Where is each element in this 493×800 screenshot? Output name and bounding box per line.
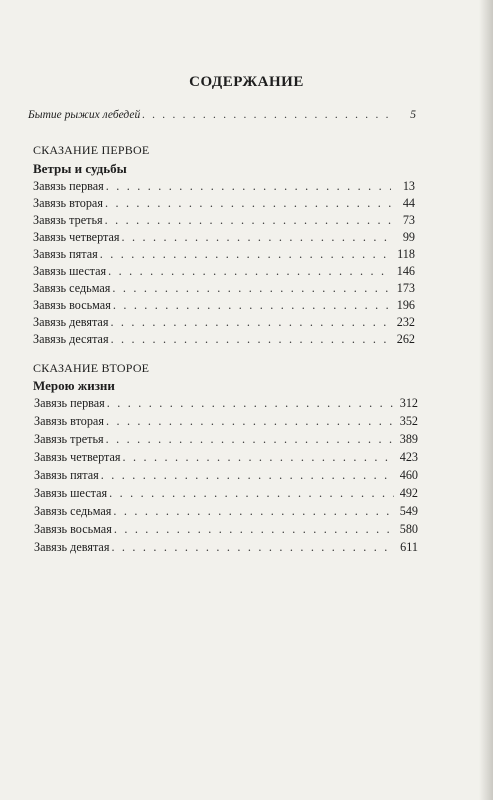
toc-entry-label: Завязь четвертая [34,450,121,464]
toc-entry-page: 352 [399,414,418,428]
toc-entry-label: Завязь десятая [33,332,109,346]
toc-entry [34,450,418,465]
toc-entry [33,247,415,262]
leader-dots [113,298,391,313]
toc-entry-page: 262 [396,332,415,346]
toc-entry-page: 146 [396,264,415,278]
toc-entry-page: 173 [396,281,415,295]
leader-dots [107,396,394,411]
toc-entry-label: Завязь первая [33,179,104,193]
leader-dots [113,504,394,519]
toc-entry-label: Завязь девятая [33,315,109,329]
toc-entry [33,196,415,211]
toc-entry [33,213,415,228]
leader-dots [106,432,394,447]
leader-dots [123,450,394,465]
toc-entry-label: Завязь первая [34,396,105,410]
toc-entry-label: Завязь восьмая [33,298,111,312]
toc-entry-page: 423 [399,450,418,464]
section-title: Ветры и судьбы [33,161,127,176]
leader-dots [109,486,394,501]
leader-dots [111,540,394,555]
leader-dots [122,230,391,245]
toc-entry [33,179,415,194]
toc-entry-page: 232 [396,315,415,329]
toc-entry-label: Завязь третья [34,432,104,446]
toc-entry-label: Завязь седьмая [34,504,112,518]
page-title: СОДЕРЖАНИЕ [189,74,304,90]
toc-entry-page: 549 [399,504,418,518]
leader-dots [114,522,394,537]
leader-dots [105,213,391,228]
toc-entry [34,414,418,429]
toc-entry-label: Завязь пятая [34,468,99,482]
toc-entry [34,504,418,519]
toc-entry-label: Завязь восьмая [34,522,112,536]
toc-entry [34,396,418,411]
toc-entry-label: Бытие рыжих лебедей [28,109,141,121]
toc-entry-page: 580 [399,522,418,536]
toc-entry [33,281,415,296]
leader-dots [101,468,394,483]
toc-entry [33,264,415,279]
leader-dots [111,332,391,347]
toc-entry-page: 312 [399,396,418,410]
section-kicker: СКАЗАНИЕ ПЕРВОЕ [33,143,150,157]
toc-entry-page: 389 [399,432,418,446]
toc-entry-intro [28,108,416,123]
leader-dots [110,315,391,330]
leader-dots [108,264,391,279]
leader-dots [106,414,394,429]
toc-entry-page: 44 [402,196,415,210]
leader-dots [106,179,391,194]
section-title: Мерою жизни [33,378,115,393]
toc-entry-label: Завязь четвертая [33,230,120,244]
toc-entry [34,432,418,447]
toc-entry-label: Завязь вторая [33,196,103,210]
toc-entry-page: 99 [402,230,415,244]
leader-dots [112,281,391,296]
toc-entry [33,230,415,245]
toc-entry [33,298,415,313]
toc-entry-page: 460 [399,468,418,482]
toc-entry-label: Завязь третья [33,213,103,227]
toc-entry [33,332,415,347]
leader-dots [100,247,391,262]
leader-dots [105,196,391,211]
toc-entry-page: 492 [399,486,418,500]
toc-entry-page: 196 [396,298,415,312]
leader-dots [142,108,392,123]
toc-entry-page: 5 [410,109,416,121]
toc-entry-label: Завязь седьмая [33,281,111,295]
toc-entry [34,486,418,501]
toc-entry-label: Завязь вторая [34,414,104,428]
page-edge-shadow [479,0,493,800]
toc-entry [34,468,418,483]
toc-entry-page: 611 [400,540,418,554]
toc-entry-page: 118 [397,247,415,261]
toc-entry [34,522,418,537]
section-kicker: СКАЗАНИЕ ВТОРОЕ [33,361,150,375]
toc-entry-label: Завязь шестая [34,486,108,500]
toc-entry-page: 13 [402,179,415,193]
toc-entry-label: Завязь шестая [33,264,107,278]
toc-entry [34,540,418,555]
toc-entry-page: 73 [402,213,415,227]
toc-entry [33,315,415,330]
toc-entry-label: Завязь пятая [33,247,98,261]
toc-entry-label: Завязь девятая [34,540,110,554]
